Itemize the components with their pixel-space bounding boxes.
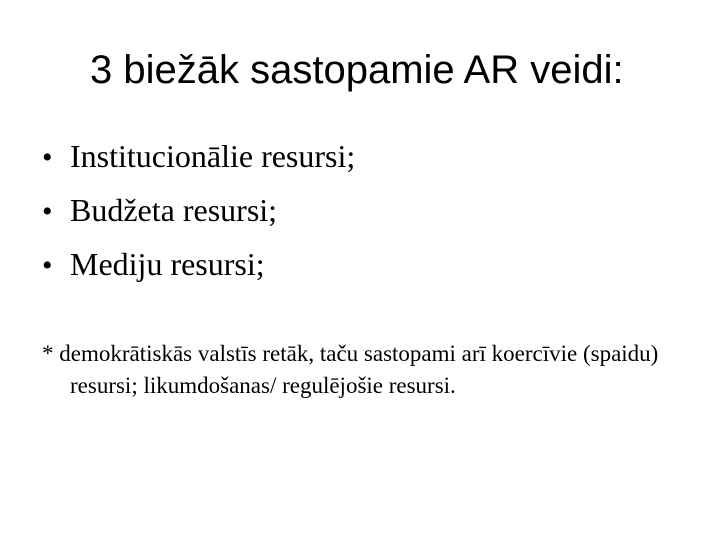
bullet-icon: • [42,195,53,228]
list-item [42,238,355,292]
bullet-text: Institucionālie resursi; [70,138,356,174]
bullet-list [42,130,355,292]
bullet-icon: • [42,249,53,282]
bullet-text: Budžeta resursi; [70,192,278,228]
slide-title: 3 biežāk sastopamie AR veidi: [90,48,624,92]
footnote: * demokrātiskās valstīs retāk, taču sastopami arī koercīvie (spaidu) resursi; likumdošanas/ regulējošie resursi. [42,341,659,398]
list-item [42,130,355,184]
bullet-text: Mediju resursi; [70,246,265,282]
bullet-icon: • [42,141,53,174]
list-item [42,184,355,238]
